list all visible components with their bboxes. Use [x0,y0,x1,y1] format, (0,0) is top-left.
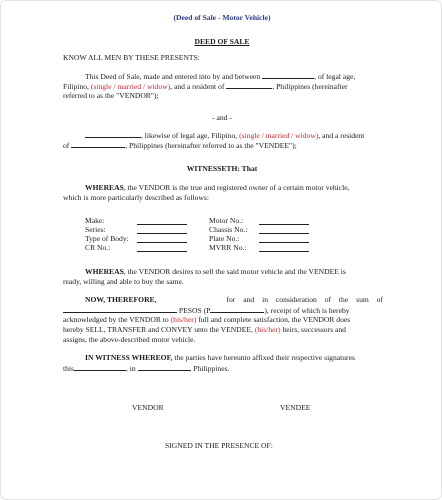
para2-text-e: , Philippines (hereinafter referred to as the "VENDEE"); [125,141,297,150]
para3-line1 [85,183,350,193]
field-chassis-no-blank [259,233,309,234]
witnesseth-heading: WITNESSETH: That [186,164,258,173]
para5-text-c: ), receipt of which is hereby [264,306,350,315]
para6-text-d: , Philippines. [189,364,230,373]
para5-text-g: hereby SELL, TRANSFER and CONVEY unto the VENDEE, [63,325,253,334]
para6-text-a: the parties have hereunto affixed their respective signatures [174,353,355,362]
and-separator: - and - [212,113,232,122]
field-motor-no-label: Motor No.: [209,216,244,225]
para3-text-a: , the VENDOR is the true and registered owner of a certain motor vehicle, [123,183,350,192]
field-series-blank [137,233,187,234]
para2-line2 [63,140,297,151]
vendee-civil-status: (single / married / widow) [239,131,319,140]
field-mvrr-no-label: MVRR No.: [209,243,247,252]
para2-text-c: , and a resident [318,131,365,140]
para1-line2 [63,81,348,92]
field-motor-no-blank [259,224,309,225]
para1-line3: referred to as the "VENDOR"); [63,91,159,100]
para6-line2 [63,363,229,374]
para5-line1 [85,295,383,305]
para1-text-b: , of legal age, [314,72,356,81]
vendor-signature-label: VENDOR [132,403,164,412]
para6-text-c: , in [125,364,136,373]
para3-lead: WHEREAS [85,183,124,192]
para5-lead: NOW, THEREFORE, [85,295,157,304]
vendee-signature-label: VENDEE [280,403,311,412]
para4-lead: WHEREAS [85,267,124,276]
signed-presence-heading: SIGNED IN THE PRESENCE OF: [165,441,273,450]
amount-words-blank [63,305,177,313]
field-plate-no-label: Plate No.: [209,234,240,243]
para5-text-i: heirs, successors and [282,325,346,334]
field-mvrr-no-blank [259,251,309,252]
para1-text-f: , Philippines (hereinafter [272,82,348,91]
para5-line3 [63,315,350,325]
field-body-type-label: Type of Body: [85,234,129,243]
field-plate-no-blank [259,242,309,243]
para6-lead: IN WITNESS WHEREOF, [85,353,173,362]
date-blank [74,363,126,371]
para5-pronoun-2: (his/her) [254,325,281,334]
vendor-residence-blank [226,81,272,89]
para5-line5: assigns, the above-described motor vehicle. [63,335,196,344]
field-cr-no-blank [137,251,187,252]
para5-text-d: acknowledged by the VENDOR to [63,315,169,324]
para4-text-a: , the VENDOR desires to sell the said motor vehicle and the VENDEE is [123,267,346,276]
field-chassis-no-label: Chassis No.: [209,225,248,234]
amount-figures-blank [210,305,264,313]
para2-line1 [85,130,364,141]
vendor-name-blank [262,71,314,79]
para3-line2: which is more particularly described as follows: [63,193,209,202]
place-blank [138,363,190,371]
field-series-label: Series: [85,225,106,234]
para1-text-a: This Deed of Sale, made and entered into by and between [85,72,261,81]
vendee-residence-blank [71,140,125,148]
para5-pronoun-1: (his/her) [170,315,197,324]
para5-line4 [63,325,346,335]
para1-text-e: , and a resident of [170,82,225,91]
para2-text-a: , likewise of legal age, Filipino, [141,131,238,140]
know-all-heading: KNOW ALL MEN BY THESE PRESENTS: [63,53,200,62]
para1-text-c: Filipino, [63,82,89,91]
doc-title: DEED OF SALE [194,37,250,46]
field-cr-no-label: CR No.: [85,243,111,252]
para4-line2: ready, willing and able to buy the same. [63,277,184,286]
vendee-name-blank [85,130,141,138]
field-make-blank [137,224,187,225]
para5-text-a: for and in consideration of the sum of [226,295,383,304]
para4-line1 [85,267,346,277]
header-title: (Deed of Sale - Motor Vehicle) [173,13,271,22]
field-body-type-blank [137,242,187,243]
para5-text-b: PESOS (P [178,306,211,315]
para6-line1 [85,353,355,363]
para5-line2 [63,305,350,316]
para5-text-f: full and complete satisfaction, the VENDOR does [198,315,351,324]
para2-text-d: of [63,141,70,150]
field-make-label: Make: [85,216,105,225]
vendor-civil-status: (single / married / widow) [90,82,171,91]
para6-text-b: this [63,364,74,373]
para1-line1 [85,71,355,82]
